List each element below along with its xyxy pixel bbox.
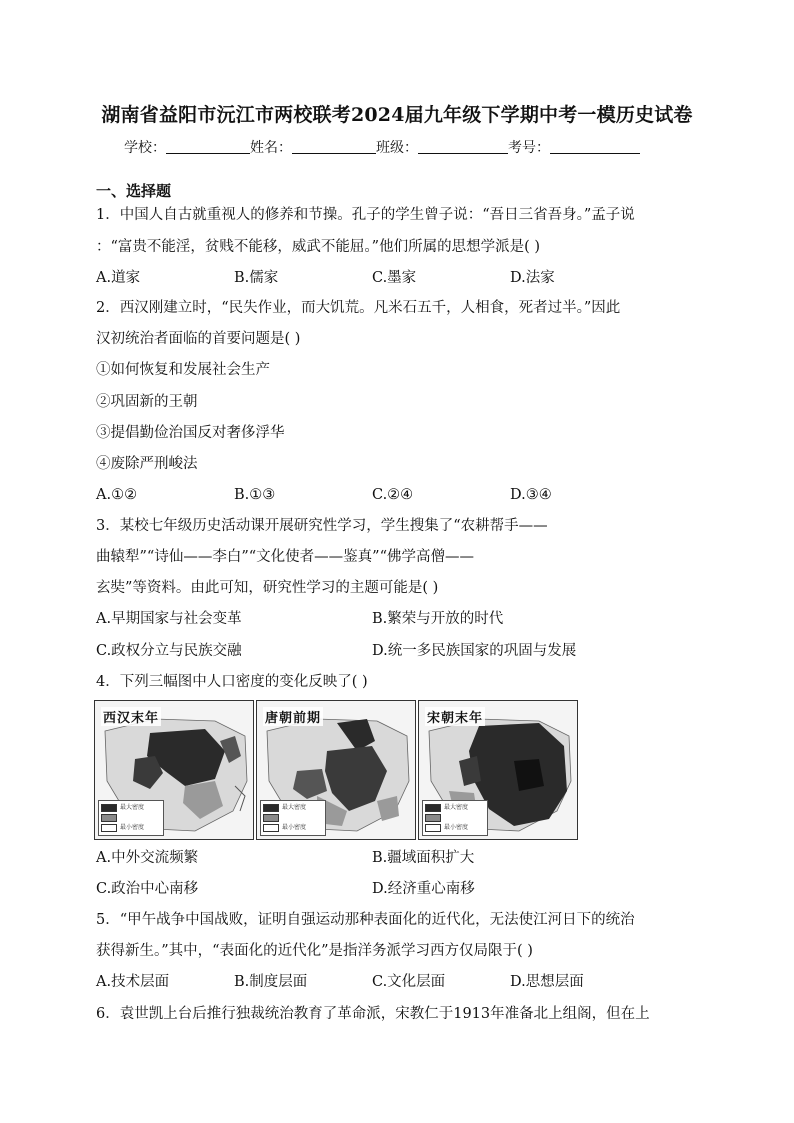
section-heading: 一、选择题 xyxy=(96,182,172,200)
legend-label: 最小密度 xyxy=(444,824,469,831)
legend-label: 最小密度 xyxy=(120,824,145,831)
legend-row xyxy=(263,823,323,833)
q1-option-d[interactable]: D.法家 xyxy=(510,270,555,286)
q3-option-d[interactable]: D.统一多民族国家的巩固与发展 xyxy=(372,643,577,659)
legend-label: 最小密度 xyxy=(282,824,307,831)
q5-text-line1: 5．“甲午战争中国战败，证明自强运动那种表面化的近代化，无法使江河日下的统治 xyxy=(96,912,635,928)
q3-option-c[interactable]: C.政权分立与民族交融 xyxy=(96,643,242,659)
q1-option-a[interactable]: A.道家 xyxy=(96,270,141,286)
q3-option-a[interactable]: A.早期国家与社会变革 xyxy=(96,611,242,627)
q2-item-3: ③提倡勤俭治国反对奢侈浮华 xyxy=(96,425,285,441)
legend-swatch xyxy=(263,814,279,822)
q2-option-a[interactable]: A.①② xyxy=(96,487,138,503)
legend-swatch xyxy=(425,814,441,822)
map-early-tang xyxy=(256,700,416,840)
q2-option-c[interactable]: C.②④ xyxy=(372,487,414,503)
q5-option-a[interactable]: A.技术层面 xyxy=(96,974,170,990)
q3-text-line3: 玄奘”等资料。由此可知，研究性学习的主题可能是( ) xyxy=(96,580,439,596)
legend-row xyxy=(101,803,161,813)
q4-option-d[interactable]: D.经济重心南移 xyxy=(372,881,475,897)
q4-option-a[interactable]: A.中外交流频繁 xyxy=(96,850,199,866)
legend-row xyxy=(263,813,323,823)
class-blank[interactable] xyxy=(418,139,508,154)
page-title: 湖南省益阳市沅江市两校联考2024届九年级下学期中考一模历史试卷 xyxy=(101,104,693,126)
legend-swatch xyxy=(101,804,117,812)
school-label: 学校： xyxy=(124,140,166,156)
q1-text-line1: 1．中国人自古就重视人的修养和节操。孔子的学生曾子说：“吾日三省吾身。”孟子说 xyxy=(96,207,635,223)
number-blank[interactable] xyxy=(550,139,640,154)
q4-option-b[interactable]: B.疆域面积扩大 xyxy=(372,850,475,866)
student-info-row xyxy=(124,137,640,157)
legend-label: 最大密度 xyxy=(444,804,469,811)
q2-text-line1: 2．西汉刚建立时，“民失作业，而大饥荒。凡米石五千，人相食，死者过半。”因此 xyxy=(96,300,621,316)
map-title: 宋朝末年 xyxy=(425,707,485,726)
q2-option-d[interactable]: D.③④ xyxy=(510,487,552,503)
legend-swatch xyxy=(263,804,279,812)
q4-text-line1: 4．下列三幅图中人口密度的变化反映了( ) xyxy=(96,674,368,690)
name-blank[interactable] xyxy=(292,139,376,154)
q1-text-line2: ：“富贵不能淫，贫贱不能移，威武不能屈。”他们所属的思想学派是( ) xyxy=(96,239,540,255)
q2-item-1: ①如何恢复和发展社会生产 xyxy=(96,362,270,378)
q4-option-c[interactable]: C.政治中心南移 xyxy=(96,881,199,897)
q1-option-c[interactable]: C.墨家 xyxy=(372,270,417,286)
legend-row xyxy=(425,813,485,823)
q3-text-line2: 曲辕犁”“诗仙——李白”“文化使者——鉴真”“佛学高僧—— xyxy=(96,549,474,565)
map-late-song xyxy=(418,700,578,840)
legend-row xyxy=(425,823,485,833)
legend-label: 最大密度 xyxy=(120,804,145,811)
population-density-maps xyxy=(94,700,574,838)
legend-row xyxy=(425,803,485,813)
map-title: 唐朝前期 xyxy=(263,707,323,726)
q2-text-line2: 汉初统治者面临的首要问题是( ) xyxy=(96,331,301,347)
q2-option-b[interactable]: B.①③ xyxy=(234,487,276,503)
legend-swatch xyxy=(101,824,117,832)
q5-option-d[interactable]: D.思想层面 xyxy=(510,974,584,990)
legend-row xyxy=(101,813,161,823)
q1-option-b[interactable]: B.儒家 xyxy=(234,270,279,286)
legend-row xyxy=(263,803,323,813)
q5-option-b[interactable]: B.制度层面 xyxy=(234,974,308,990)
legend-swatch xyxy=(263,824,279,832)
q2-item-2: ②巩固新的王朝 xyxy=(96,394,198,410)
legend-row xyxy=(101,823,161,833)
q6-text-line1: 6．袁世凯上台后推行独裁统治教育了革命派，宋教仁于1913年准备北上组阁，但在上 xyxy=(96,1006,650,1022)
q5-text-line2: 获得新生。”其中，“表面化的近代化”是指洋务派学习西方仅局限于( ) xyxy=(96,943,533,959)
map-western-han xyxy=(94,700,254,840)
school-blank[interactable] xyxy=(166,139,250,154)
q5-option-c[interactable]: C.文化层面 xyxy=(372,974,446,990)
map-legend xyxy=(422,800,488,836)
q3-option-b[interactable]: B.繁荣与开放的时代 xyxy=(372,611,504,627)
q3-text-line1: 3．某校七年级历史活动课开展研究性学习，学生搜集了“农耕帮手—— xyxy=(96,518,548,534)
name-label: 姓名： xyxy=(250,140,292,156)
legend-label: 最大密度 xyxy=(282,804,307,811)
q2-item-4: ④废除严刑峻法 xyxy=(96,456,198,472)
map-legend xyxy=(260,800,326,836)
map-legend xyxy=(98,800,164,836)
class-label: 班级： xyxy=(376,140,418,156)
map-title: 西汉末年 xyxy=(101,707,161,726)
legend-swatch xyxy=(101,814,117,822)
legend-swatch xyxy=(425,804,441,812)
legend-swatch xyxy=(425,824,441,832)
number-label: 考号： xyxy=(508,140,550,156)
